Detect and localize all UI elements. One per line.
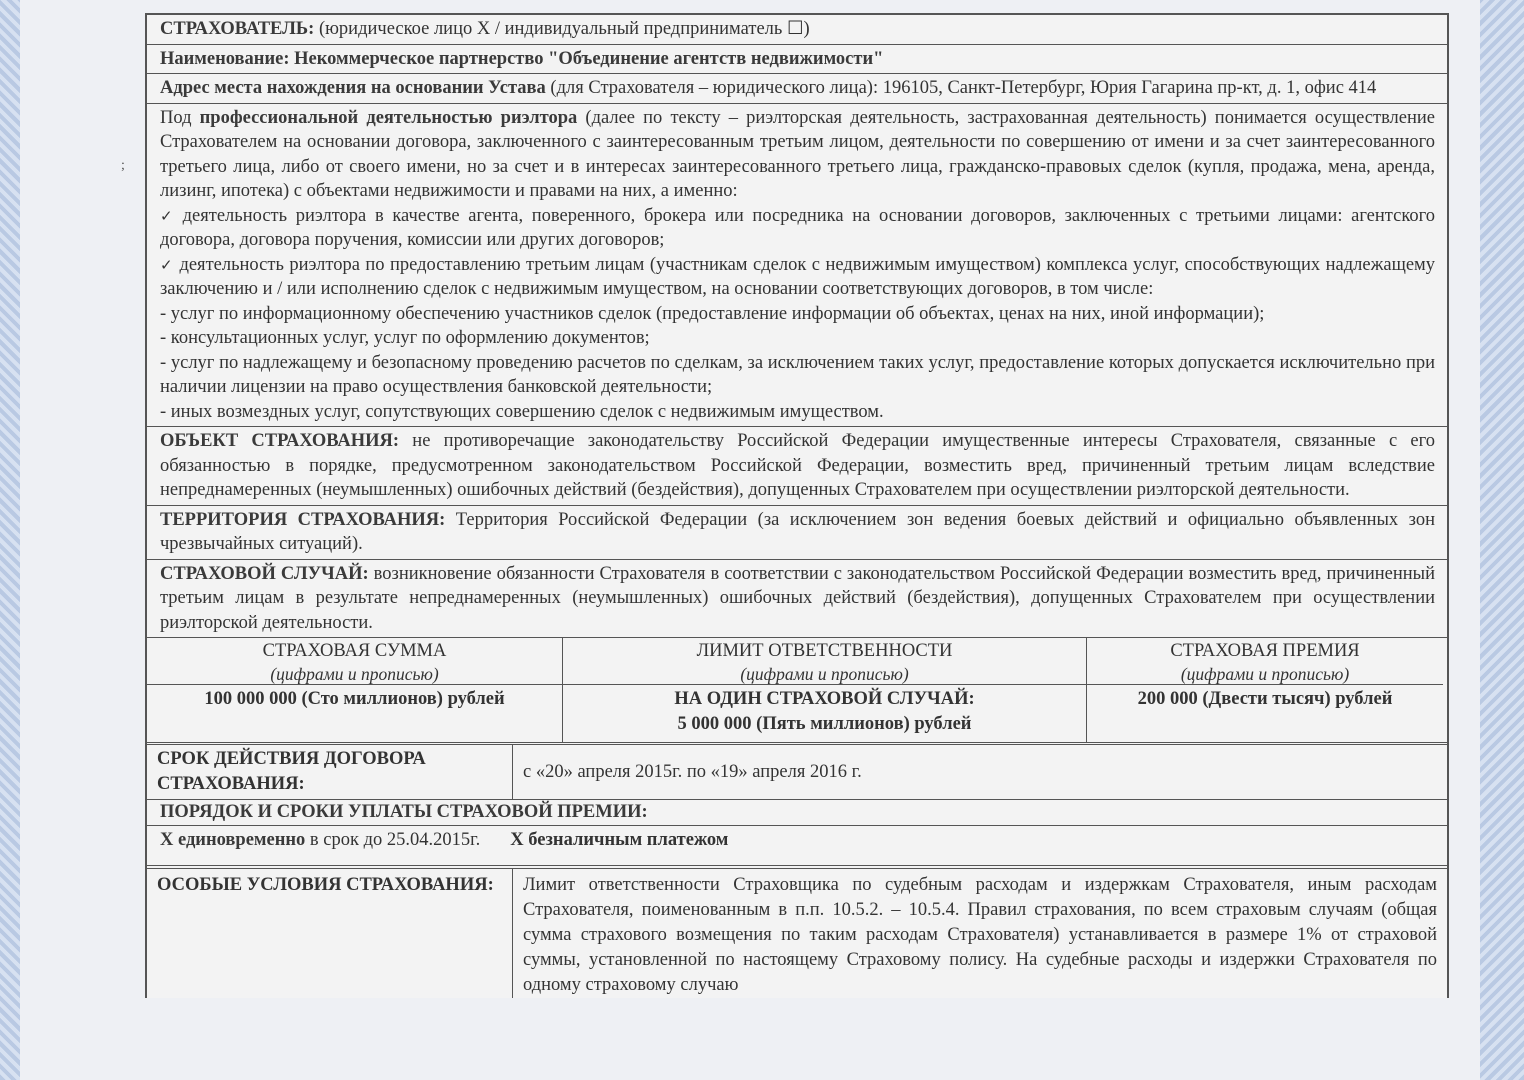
insurance-policy-form — [145, 13, 1449, 998]
premium-value: 200 000 (Двести тысяч) рублей — [1137, 689, 1393, 709]
premium-header — [1087, 638, 1443, 685]
page-border-left — [0, 0, 20, 1080]
sum-value: 100 000 000 (Сто миллионов) рублей — [204, 689, 505, 709]
object-row — [147, 427, 1447, 506]
amounts-table — [147, 638, 1447, 743]
limit-value-line-2: 5 000 000 (Пять миллионов) рублей — [677, 714, 972, 734]
insured-event-row — [147, 560, 1447, 639]
activity-intro-bold: профессиональной деятельностью риэлтора — [199, 107, 578, 128]
name-row — [147, 45, 1447, 75]
premium-sub: (цифрами и прописью) — [1180, 664, 1350, 684]
limit-column — [563, 638, 1087, 742]
sum-head: СТРАХОВАЯ СУММА — [262, 641, 447, 661]
address-row — [147, 74, 1447, 104]
term-label: СРОК ДЕЙСТВИЯ ДОГОВОРА СТРАХОВАНИЯ: — [147, 745, 513, 799]
activity-dash-item: - услуг по надлежащему и безопасному проведению расчетов по сделкам, за исключением таких услуг, предоставление которых допускается исключительно при наличии лицензии на право осуществления банковской деятельности; — [160, 352, 1435, 397]
insurer-type-row — [147, 15, 1447, 45]
premium-head: СТРАХОВАЯ ПРЕМИЯ — [1170, 641, 1360, 661]
activity-intro — [160, 106, 1435, 204]
payment-once: Х единовременно — [160, 829, 306, 850]
page-border-right — [1480, 0, 1524, 1080]
name-text: : Некоммерческое партнерство "Объединение агентств недвижимости" — [283, 48, 884, 69]
limit-sub: (цифрами и прописью) — [740, 664, 909, 684]
premium-column — [1087, 638, 1443, 742]
object-text: не противоречащие законодательству Российской Федерации имущественные интересы Страхователя, связанные с его обязанностью в порядке, предусмотренном законодательством Российской Федерации, возместить вред, причиненный третьим лицам вследствие непреднамеренных (неумышленных) ошибочных действий (бездействия), допущенных Страхователем при осуществлении риэлторской деятельности. — [160, 431, 1436, 500]
activity-check-item — [160, 204, 1435, 253]
payment-method: Х безналичным платежом — [510, 829, 729, 850]
sum-column — [147, 638, 563, 742]
special-text: Лимит ответственности Страховщика по судебным расходам и издержкам Страхователя, иным расходам Страхователя, поименованным в п.п. 10.5.2. – 10.5.4. Правил страхования, по всем страховым случаям (общая сумма страхового возмещения по таким расходам Страхователя) устанавливается в размере 1% от страховой суммы, установленной по настоящему Страховому полису. На судебные расходы и издержки Страхователя по одному страховому случаю — [523, 875, 1437, 995]
insured-event-text: возникновение обязанности Страхователя в соответствии с законодательством Российской Федерации возместить вред, причиненный третьим лицам в результате непреднамеренных (неумышленных) ошибочных действий (бездействия), допущенных Страхователем при осуществлении риэлторской деятельности. — [160, 563, 1435, 633]
address-text: (для Страхователя – юридического лица): 196105, Санкт-Петербург, Юрия Гагарина пр-кт, д. 1, офис 414 — [545, 78, 1377, 98]
name-label: Наименование — [160, 48, 284, 69]
limit-value-line-1: НА ОДИН СТРАХОВОЙ СЛУЧАЙ: — [674, 689, 975, 709]
payment-label-row — [147, 800, 1447, 826]
activity-intro-prefix: Под — [160, 107, 200, 128]
territory-text: Территория Российской Федерации (за исключением зон ведения боевых действий и официально объявленных зон чрезвычайных ситуаций). — [160, 509, 1435, 554]
sum-sub: (цифрами и прописью) — [270, 664, 439, 684]
limit-value — [563, 685, 1086, 742]
term-value: с «20» апреля 2015г. по «19» апреля 2016 г. — [523, 762, 862, 782]
activity-check-item — [160, 253, 1435, 302]
limit-header — [563, 638, 1086, 685]
activity-row — [147, 104, 1447, 428]
insurer-type-label: СТРАХОВАТЕЛЬ: — [160, 19, 315, 39]
checkmark-icon: ✓ — [160, 255, 174, 274]
activity-dash-item: - консультационных услуг, услуг по оформлению документов; — [160, 328, 650, 348]
limit-head: ЛИМИТ ОТВЕТСТВЕННОСТИ — [696, 641, 953, 661]
insured-event-label: СТРАХОВОЙ СЛУЧАЙ: — [160, 563, 369, 584]
object-label: ОБЪЕКТ СТРАХОВАНИЯ: — [160, 431, 400, 451]
payment-once-text: в срок до 25.04.2015г. — [305, 829, 481, 850]
term-row — [147, 744, 1447, 800]
activity-dash-item: - иных возмездных услуг, сопутствующих совершению сделок с недвижимым имуществом. — [160, 401, 884, 422]
territory-label: ТЕРРИТОРИЯ СТРАХОВАНИЯ: — [160, 509, 446, 530]
activity-check-item-text: деятельность риэлтора в качестве агента, поверенного, брокера или посредника на основании договоров, заключенных с третьими лицами: агентского договора, договора поручения, комиссии или других договоров; — [160, 205, 1435, 250]
sum-header — [147, 638, 562, 685]
stray-mark: ; — [121, 158, 125, 173]
special-label: ОСОБЫЕ УСЛОВИЯ СТРАХОВАНИЯ: — [147, 869, 513, 998]
special-row — [147, 868, 1447, 998]
checkmark-icon: ✓ — [160, 206, 177, 225]
insurer-type-text: (юридическое лицо Х / индивидуальный предприниматель ☐) — [314, 19, 810, 39]
payment-value-row — [147, 826, 1447, 867]
territory-row — [147, 506, 1447, 560]
payment-label: ПОРЯДОК И СРОКИ УПЛАТЫ СТРАХОВОЙ ПРЕМИИ: — [160, 802, 648, 822]
activity-check-item-text: деятельность риэлтора по предоставлению третьим лицам (участникам сделок с недвижимым имуществом) комплекса услуг, способствующих надлежащему заключению и / или исполнению сделок с недвижимым имуществом, на основании соответствующих договоров, в том числе: — [160, 254, 1435, 299]
activity-intro-text: (далее по тексту – риэлторская деятельность, застрахованная деятельность) понимается осуществление Страхователем на основании договора, заключенного с заинтересованным третьим лицом, деятельности по совершению от имени и за счет заинтересованного третьего лица, либо от своего имени, но за счет и в интересах заинтересованного третьего лица, гражданско-правовых сделок (купля, продажа, мена, аренда, лизинг, ипотека) с объектами недвижимости и правами на них, а именно: — [160, 107, 1436, 201]
address-label: Адрес места нахождения на основании Устава — [160, 78, 546, 98]
activity-dash-item: - услуг по информационному обеспечению участников сделок (предоставление информации об объектах, ценах на них, иной информации); — [160, 303, 1265, 324]
